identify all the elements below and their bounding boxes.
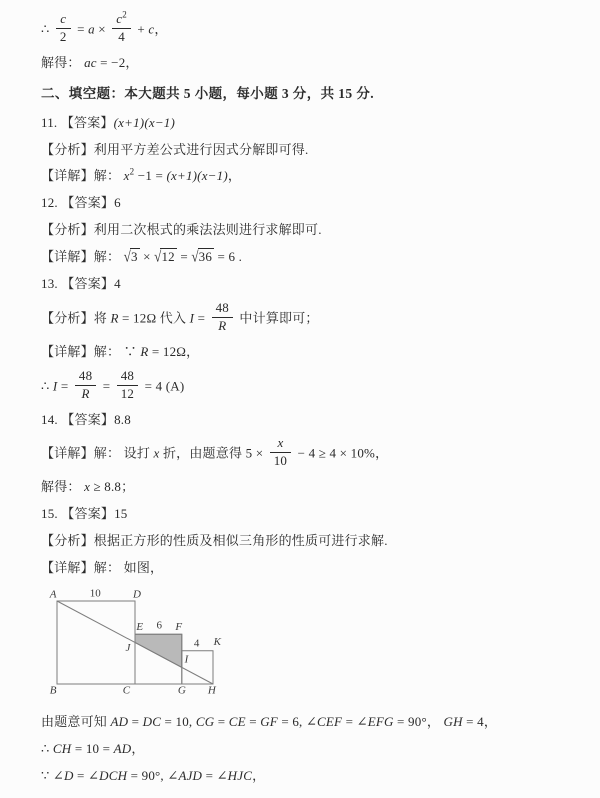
text-run: 解得： (41, 54, 85, 70)
text-run: = 90°, ∠ (127, 767, 179, 783)
math-run: c (116, 11, 123, 26)
math-run: HJC (227, 767, 253, 783)
denominator (212, 318, 233, 334)
text-run: = (245, 713, 261, 729)
radical-sign: √ (154, 247, 162, 266)
denominator (56, 29, 71, 45)
figure-label-10: 10 (89, 587, 101, 600)
math-run: GF (260, 713, 278, 729)
q13-solution-2 (41, 367, 574, 404)
text-run: 48 (215, 299, 229, 315)
math-run: CE (228, 713, 246, 729)
sqrt-radical (124, 249, 140, 264)
numerator (112, 9, 131, 29)
figure-container (49, 587, 574, 705)
math-run: x (277, 435, 284, 451)
shaded-region-JEFI (135, 634, 182, 667)
figure-label-K: K (213, 635, 221, 648)
document-body (41, 9, 574, 785)
text-run: ∵ ∠ (41, 767, 65, 783)
math-run: (x+1)(x−1) (166, 168, 228, 184)
math-run: CEF (317, 713, 343, 729)
text-run: 解得： (41, 479, 85, 495)
figure-label-H: H (207, 684, 216, 697)
text-run: = 6, ∠ (277, 713, 318, 729)
q11-analysis (41, 142, 574, 159)
math-run: D (64, 767, 74, 783)
math-run: I (189, 310, 195, 326)
superscript: 2 (129, 167, 135, 178)
text-run: 折，由题意得 5 × (159, 445, 267, 461)
math-run: a (88, 21, 95, 37)
text-run: = 6 . (214, 249, 243, 265)
text-run: 【分析】将 (41, 310, 111, 326)
q11-answer (41, 115, 574, 132)
text-run: 12. 【答案】6 (41, 195, 121, 211)
fraction (117, 369, 138, 402)
text-run: 12 (120, 385, 135, 401)
text-run: 由题意可知 (41, 713, 111, 729)
math-run: I (52, 378, 58, 394)
text-run: + (133, 21, 149, 37)
q11-solution (41, 168, 574, 185)
text-run: = 12Ω 代入 (118, 310, 190, 326)
q14-answer (41, 412, 574, 429)
text-run: ∴ (41, 378, 53, 394)
q15-step-1 (41, 741, 574, 758)
text-run: = ∠ (73, 767, 100, 783)
radical-sign: √ (191, 247, 199, 266)
heading-text: 二、填空题：本大题共 5 小题，每小题 3 分，共 15 分. (41, 85, 375, 101)
text-run: 中计算即可； (235, 310, 319, 326)
text-run: = 10 = (71, 740, 114, 756)
math-run: AD (110, 713, 129, 729)
figure-label-6: 6 (156, 619, 162, 632)
q12-answer (41, 195, 574, 212)
q15-given (41, 714, 574, 731)
radical-sign: √ (123, 247, 131, 266)
text-run: −1 = (134, 168, 167, 184)
q13-solution-1 (41, 344, 574, 361)
math-run: c (60, 11, 67, 26)
text-run: = (99, 378, 114, 394)
text-run: = (176, 249, 192, 265)
figure-label-E: E (136, 620, 144, 633)
fraction (270, 436, 291, 469)
sqrt-radical (191, 249, 214, 264)
section-heading (41, 85, 574, 103)
math-run: R (81, 385, 90, 401)
text-run: 【详解】解： (41, 168, 124, 184)
text-run: 4 (118, 28, 125, 44)
math-run: AD (113, 740, 132, 756)
q15-analysis (41, 533, 574, 550)
math-run: R (140, 343, 149, 359)
q15-solution-intro (41, 560, 574, 577)
text-run: 15. 【答案】15 (41, 506, 128, 522)
figure-label-F: F (175, 620, 183, 633)
q15-answer (41, 506, 574, 523)
math-run: R (218, 317, 227, 333)
q13-analysis (41, 299, 574, 336)
square-ABCD (57, 601, 135, 684)
text-run: = 90°， (393, 713, 444, 729)
math-run: DC (142, 713, 162, 729)
text-run: 2 (59, 28, 67, 44)
denominator (75, 386, 96, 402)
sqrt-radical (154, 249, 177, 264)
text-run: 【分析】根据正方形的性质及相似三角形的性质可进行求解. (41, 533, 388, 549)
denominator (112, 29, 131, 45)
figure-label-4: 4 (193, 637, 200, 650)
text-run: = ∠ (202, 767, 228, 783)
text-run: 11. 【答案】 (41, 114, 114, 130)
math-run: x (123, 168, 130, 184)
text-run: = ∠ (342, 713, 368, 729)
text-run: ， (154, 21, 168, 37)
text-run: × (94, 21, 110, 37)
text-run: × (139, 249, 155, 265)
therefore-equation (41, 9, 574, 47)
text-run: = 4， (462, 713, 498, 729)
figure-label-G: G (177, 684, 186, 697)
figure-label-I: I (184, 653, 189, 666)
text-run: 14. 【答案】8.8 (41, 411, 131, 427)
text-run: ∴ (41, 21, 53, 37)
text-run: 13. 【答案】4 (41, 276, 121, 291)
text-run: 【详解】解： ∵ (41, 343, 141, 359)
text-run: 10 (273, 453, 288, 469)
q12-solution (41, 249, 574, 266)
numerator (212, 301, 233, 318)
text-run: 【详解】解： 设打 (41, 445, 154, 461)
text-run: 【详解】解： 如图， (41, 559, 164, 575)
superscript: 2 (122, 9, 127, 20)
math-run: DCH (99, 767, 128, 783)
figure-label-A: A (49, 588, 57, 601)
text-run: = (194, 310, 209, 326)
text-run: = 10, (161, 713, 196, 729)
q14-solve (41, 479, 574, 496)
text-run: 48 (120, 367, 135, 383)
math-run: R (110, 310, 119, 326)
text-run: − 4 ≥ 4 × 10%， (294, 445, 389, 461)
text-run: ≥ 8.8； (90, 479, 135, 495)
text-run: = (128, 713, 143, 729)
geometry-figure (49, 587, 231, 700)
math-run: ac (84, 54, 97, 70)
q14-solution (41, 435, 574, 471)
denominator (117, 386, 138, 402)
math-run: GH (443, 713, 463, 729)
numerator (270, 436, 291, 453)
numerator (75, 369, 96, 386)
math-run: EFG (367, 713, 394, 729)
fraction (75, 369, 96, 402)
math-run: c (148, 21, 155, 37)
figure-label-C: C (122, 684, 131, 697)
q15-step-2 (41, 768, 574, 785)
fraction (112, 9, 131, 45)
text-run: ， (227, 168, 242, 184)
fraction (212, 301, 233, 334)
radicand: 3 (131, 249, 138, 265)
math-run: x (153, 445, 160, 461)
text-run: = (214, 713, 229, 729)
text-run: = (73, 21, 89, 37)
denominator (270, 453, 291, 469)
q12-analysis (41, 222, 574, 239)
figure-label-B: B (49, 684, 57, 697)
text-run: = −2， (96, 54, 139, 70)
radicand: 36 (198, 249, 213, 265)
math-run: x (84, 479, 91, 495)
text-run: = 4 (A) (141, 378, 185, 394)
text-run: 【分析】利用平方差公式进行因式分解即可得. (41, 141, 309, 157)
text-run: ∴ (41, 740, 53, 756)
text-run: = 12Ω， (148, 343, 200, 359)
numerator (56, 12, 71, 29)
solve-ac (41, 55, 574, 72)
math-run: CH (52, 740, 72, 756)
radicand: 12 (161, 249, 175, 265)
text-run: ， (131, 740, 145, 756)
math-run: (x+1)(x−1) (113, 114, 176, 130)
text-run: 【详解】解： (41, 249, 124, 265)
figure-label-D: D (133, 588, 141, 601)
math-run: AJD (178, 767, 203, 783)
text-run: = (57, 378, 72, 394)
numerator (117, 369, 138, 386)
text-run: ， (252, 767, 266, 783)
text-run: 【分析】利用二次根式的乘法法则进行求解即可. (41, 222, 322, 238)
math-run: CG (195, 713, 215, 729)
figure-label-J: J (125, 641, 131, 654)
text-run: 48 (78, 367, 93, 383)
fraction (56, 12, 71, 45)
q13-answer (41, 276, 574, 293)
